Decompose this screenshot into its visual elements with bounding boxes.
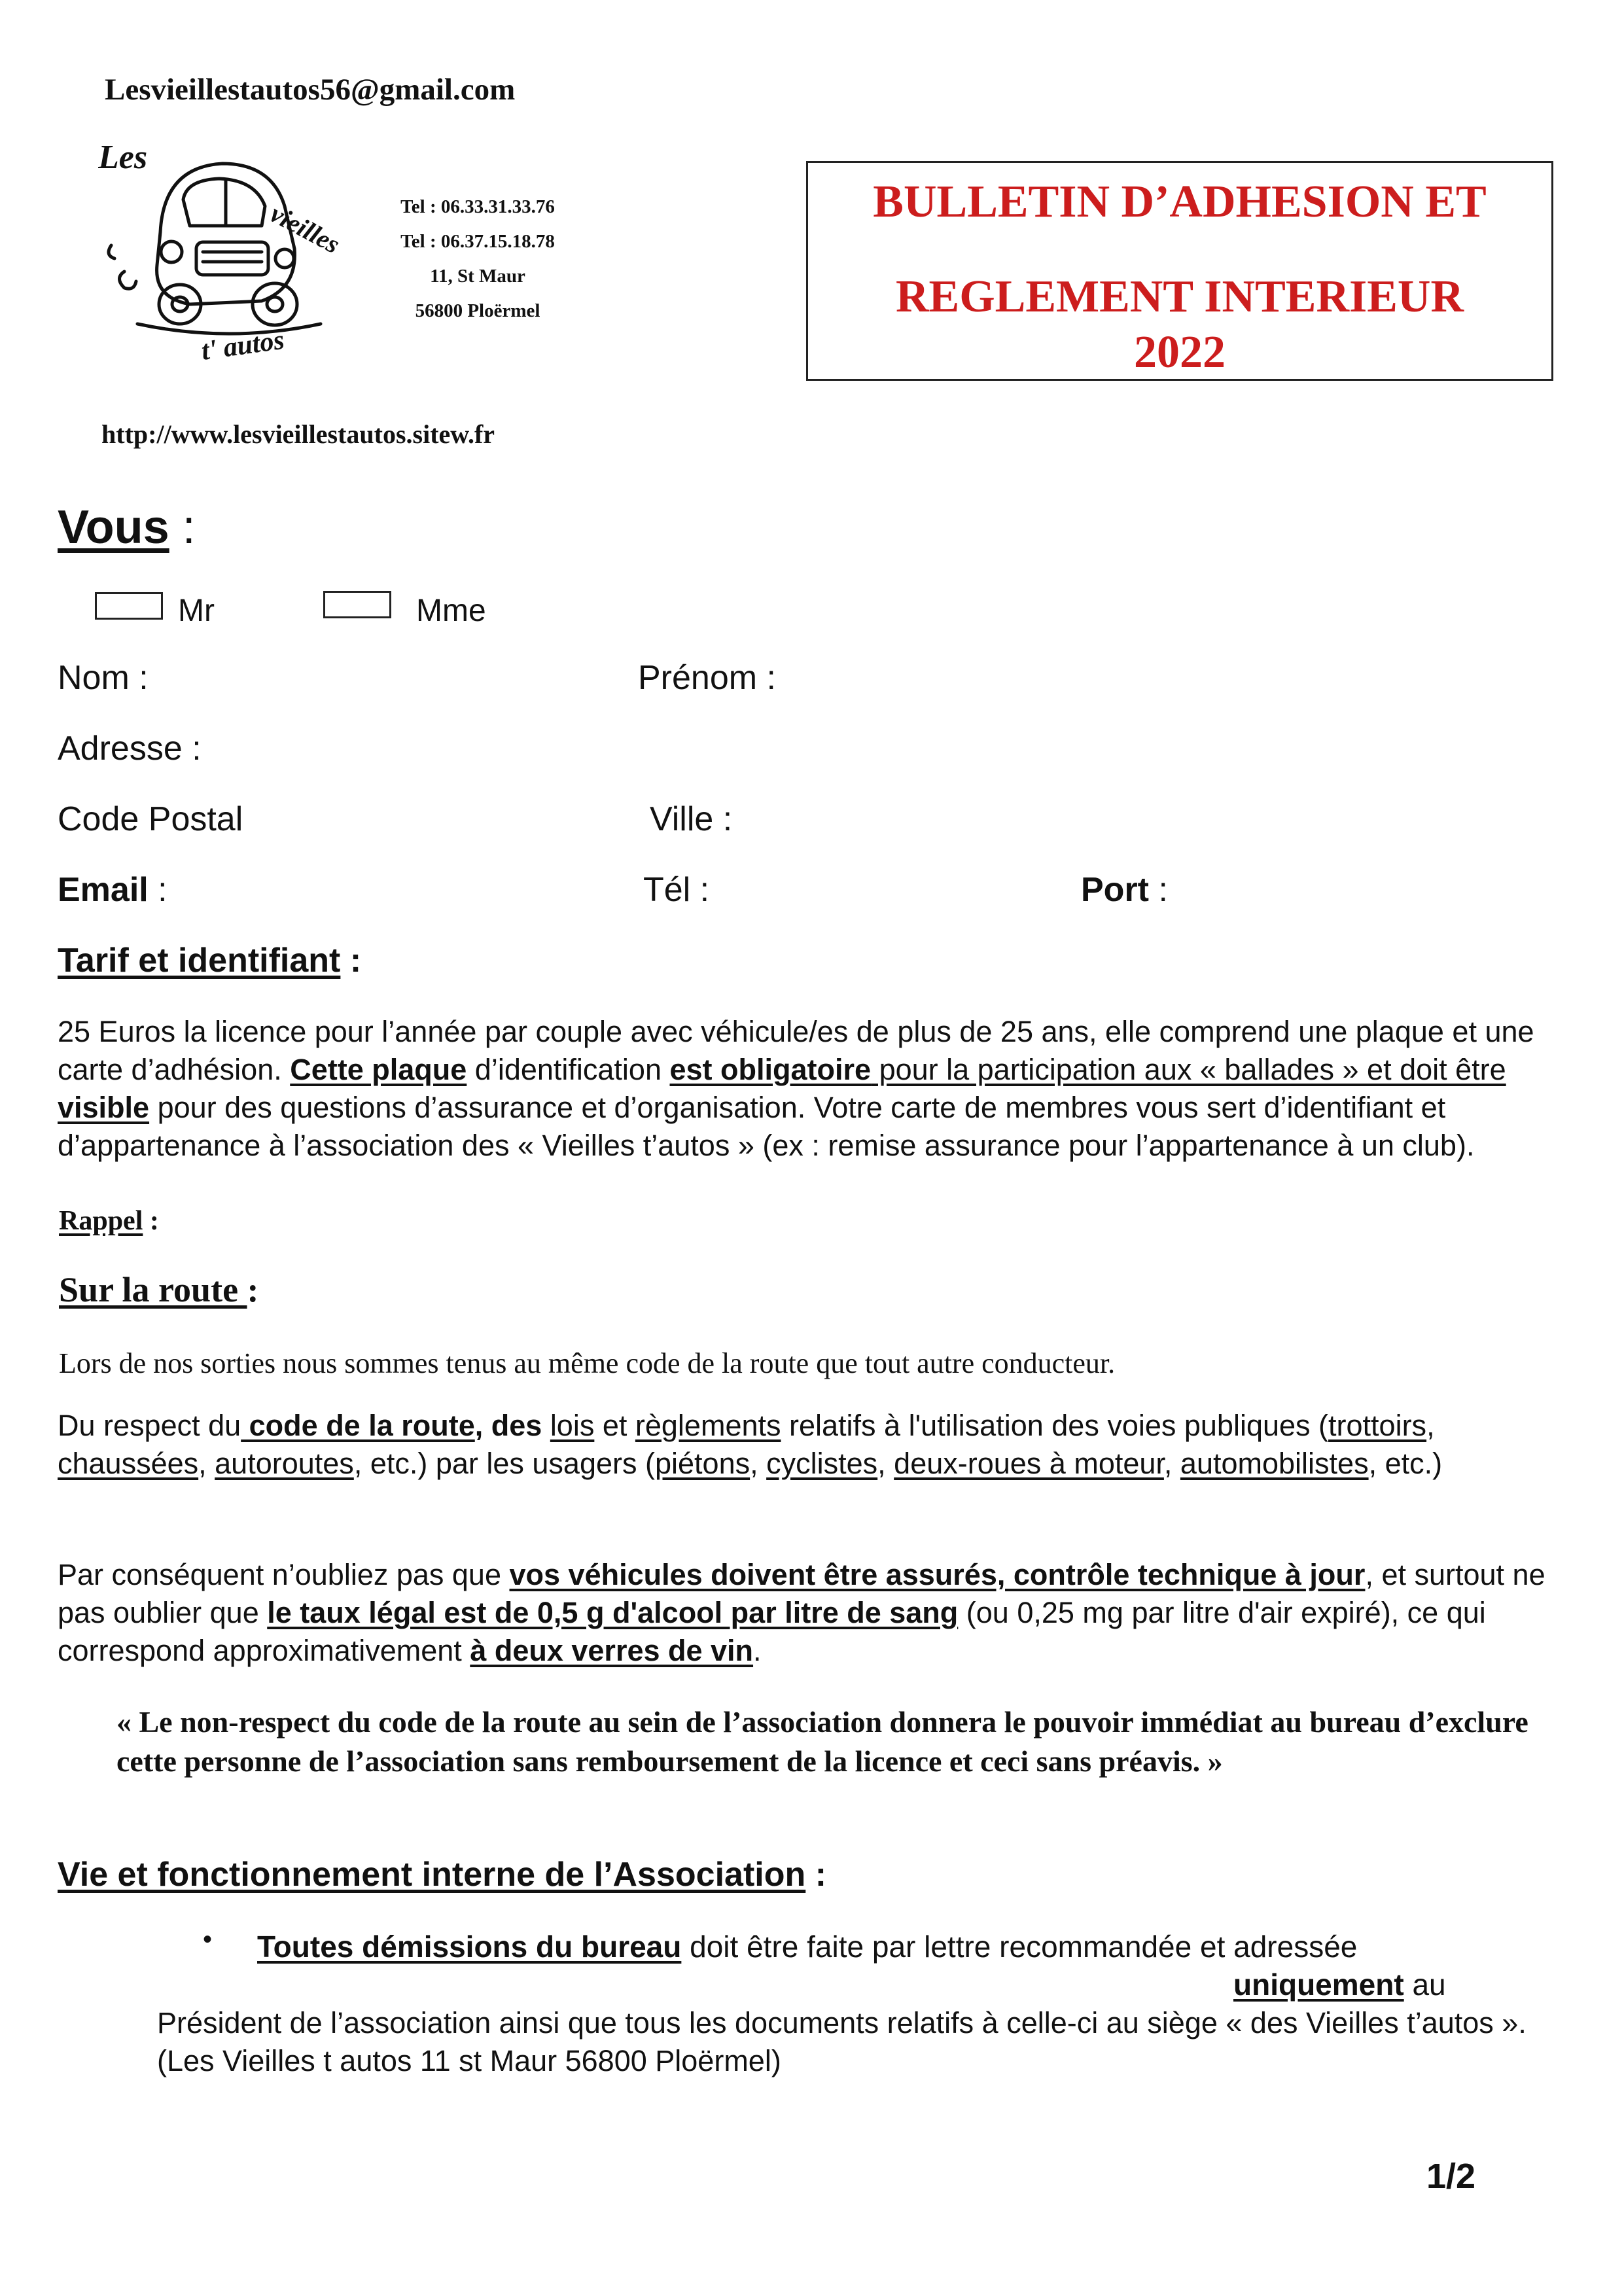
route-r5: et	[594, 1409, 635, 1442]
vie-line-4: (Les Vieilles t autos 11 st Maur 56800 Ploërmel)	[157, 2044, 781, 2077]
tarif-paragraph	[58, 1013, 1562, 1165]
route-autoroutes-link[interactable]: autoroutes	[215, 1447, 354, 1480]
field-adresse[interactable]: Adresse :	[58, 730, 202, 768]
field-nom[interactable]: Nom :	[58, 659, 149, 697]
logo-text-vieilles: vieilles	[265, 198, 345, 260]
route-r1: Du respect du	[58, 1409, 241, 1442]
checkbox-mr[interactable]	[95, 592, 163, 620]
route-r15: ,	[750, 1447, 767, 1480]
field-ville[interactable]: Ville :	[650, 800, 733, 838]
email-colon: :	[148, 871, 168, 909]
phone-1: Tel : 06.33.31.33.76	[400, 196, 555, 217]
route-r11: ,	[198, 1447, 215, 1480]
section-tarif-heading	[58, 941, 361, 980]
vie-heading-text: Vie et fonctionnement interne de l’Association	[58, 1856, 806, 1894]
tarif-heading-text: Tarif et identifiant	[58, 942, 341, 980]
route-s2-vehicules: vos véhicules doivent être assurés, contrôle technique à jour	[509, 1558, 1366, 1591]
route-quote: « Le non-respect du code de la route au sein de l’association donnera le pouvoir immédiat au bureau d’exclure cette personne de l’association sans remboursement de la licence et ceci sans préavis. »	[116, 1705, 1528, 1778]
tarif-heading-colon: :	[340, 942, 362, 980]
vous-heading-colon: :	[169, 501, 196, 554]
vie-line-2	[1233, 1967, 1446, 2002]
label-mr: Mr	[178, 593, 215, 628]
route-trottoirs-link[interactable]: trottoirs	[1328, 1409, 1427, 1442]
field-port[interactable]	[1081, 870, 1168, 910]
website-url: http://www.lesvieillestautos.sitew.fr	[101, 419, 495, 449]
section-vie-heading	[58, 1855, 826, 1894]
vie-line-1-rest: doit être faite par lettre recommandée et adressée	[681, 1930, 1358, 1964]
header-email: Lesvieillestautos56@gmail.com	[105, 73, 516, 107]
route-paragraph-2	[58, 1556, 1562, 1670]
route-heading-text: Sur la route	[59, 1270, 247, 1309]
section-vous-heading	[58, 501, 196, 554]
document-title-box	[806, 161, 1553, 381]
tarif-text-plaque: Cette plaque	[290, 1053, 467, 1086]
vie-heading-colon: :	[805, 1856, 827, 1894]
title-line-1: BULLETIN D’ADHESION ET	[873, 177, 1487, 227]
route-r9: ,	[1426, 1409, 1435, 1442]
tarif-text-visible: visible	[58, 1091, 150, 1124]
route-s7: .	[753, 1634, 762, 1667]
field-prenom[interactable]: Prénom :	[638, 659, 776, 697]
title-year: 2022	[1134, 327, 1226, 378]
tarif-text-3: d’identification	[467, 1053, 670, 1086]
route-code-link[interactable]: code de la route	[241, 1409, 475, 1442]
route-s1: Par conséquent n’oubliez pas que	[58, 1558, 510, 1591]
bullet-icon: •	[203, 1925, 213, 1954]
logo-text-les: Les	[98, 139, 148, 176]
route-s6-verres: à deux verres de vin	[470, 1634, 754, 1667]
port-label: Port	[1081, 871, 1149, 909]
rappel-label	[59, 1205, 159, 1237]
vie-uniquement: uniquement	[1233, 1968, 1404, 2002]
logo-text-autos: t' autos	[199, 325, 287, 363]
tarif-text-obligatoire: est obligatoire	[669, 1053, 872, 1086]
field-tel[interactable]: Tél :	[643, 871, 710, 909]
title-line-2: REGLEMENT INTERIEUR	[895, 272, 1464, 322]
route-r3: , des	[474, 1409, 550, 1442]
route-r19: ,	[1163, 1447, 1180, 1480]
route-lois-link[interactable]: lois	[550, 1409, 595, 1442]
route-r17: ,	[877, 1447, 894, 1480]
route-cyclistes-link[interactable]: cyclistes	[766, 1447, 878, 1480]
rappel-colon: :	[143, 1206, 159, 1236]
route-r21: , etc.)	[1368, 1447, 1443, 1480]
email-label: Email	[58, 871, 149, 909]
page-number: 1/2	[1426, 2157, 1476, 2196]
route-s5: (ou 0,25 mg par litre d'air expiré), ce qui correspond approximativement	[58, 1596, 1486, 1667]
phone-2: Tel : 06.37.15.18.78	[400, 231, 555, 252]
field-code-postal[interactable]: Code Postal	[58, 800, 243, 838]
route-heading-colon: :	[247, 1270, 259, 1309]
route-pietons-link[interactable]: piétons	[655, 1447, 750, 1480]
route-deux-roues-link[interactable]: deux-roues à moteur	[894, 1447, 1164, 1480]
street-address: 11, St Maur	[430, 266, 525, 287]
checkbox-mme[interactable]	[323, 591, 391, 618]
tarif-text-1: 25 Euros la licence pour l’année par couple avec véhicule/es de plus de 25 ans, elle comprend une plaque et une carte d’adhésion.	[58, 1015, 1534, 1086]
route-s4-taux: le taux légal est de 0,5 g d'alcool par litre de sang	[267, 1596, 959, 1629]
route-r13: , etc.) par les usagers (	[353, 1447, 655, 1480]
tarif-text-7: pour des questions d’assurance et d’organisation. Votre carte de membres vous sert d’identifiant et d’appartenance à l’association des « Vieilles t’autos » (ex : remise assurance pour l’appartenance à un club).	[58, 1091, 1475, 1162]
section-route-heading	[59, 1269, 259, 1310]
route-paragraph-1	[58, 1407, 1562, 1483]
route-r7: relatifs à l'utilisation des voies publiques (	[781, 1409, 1329, 1442]
port-colon: :	[1149, 871, 1168, 909]
field-email[interactable]	[58, 870, 168, 910]
tarif-text-5: pour la participation aux « ballades » et doit être	[871, 1053, 1506, 1086]
club-logo	[98, 128, 360, 363]
route-s3: , et surtout ne pas oublier que	[58, 1558, 1545, 1629]
vie-demissions: Toutes démissions du bureau	[257, 1930, 682, 1964]
label-mme: Mme	[416, 593, 486, 628]
route-chaussees-link[interactable]: chaussées	[58, 1447, 199, 1480]
route-intro: Lors de nos sorties nous sommes tenus au même code de la route que tout autre conducteur.	[59, 1347, 1116, 1379]
route-automobilistes-link[interactable]: automobilistes	[1180, 1447, 1369, 1480]
vie-line-3: Président de l’association ainsi que tous les documents relatifs à celle-ci au siège « des Vieilles t’autos ».	[157, 2006, 1527, 2040]
rappel-text: Rappel	[59, 1206, 143, 1236]
city-address: 56800 Ploërmel	[415, 300, 540, 321]
vie-line-2-rest: au	[1403, 1968, 1446, 2002]
contact-block	[399, 190, 556, 328]
route-reglements-link[interactable]: règlements	[635, 1409, 781, 1442]
vie-line-1	[257, 1929, 1357, 1964]
vous-heading-text: Vous	[58, 501, 169, 554]
